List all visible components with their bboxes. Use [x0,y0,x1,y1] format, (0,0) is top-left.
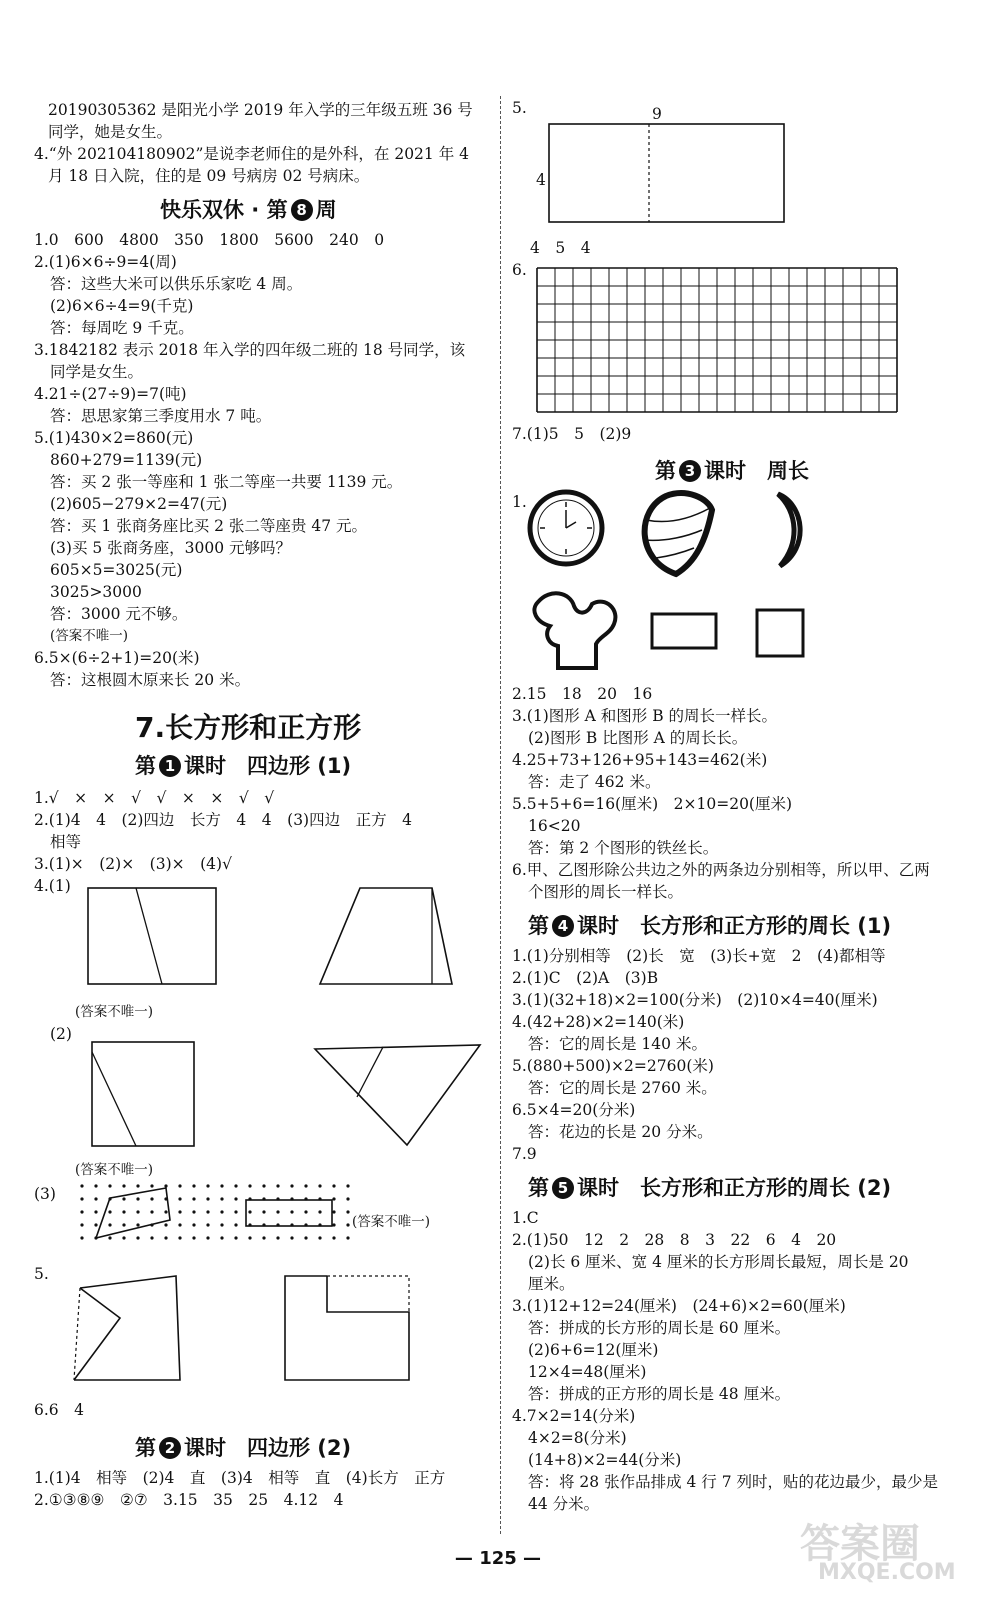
square-cut-figure [92,1042,197,1150]
lesson-heading-4 [528,910,891,940]
answer-line: 答：将 28 张作品排成 4 行 7 列时，贴的花边最少，最少是 [528,1473,939,1491]
answer-line: 2.(1)4 4 (2)四边 长方 4 4 (3)四边 正方 4 [34,811,412,829]
answer-line: 6.5×4=20(分米) [512,1101,636,1119]
answer-line: (2)图形 B 比图形 A 的周长长。 [528,729,748,747]
heading-text: 快乐双休 · 第 [160,198,288,222]
answer-line: 5. [34,1265,49,1283]
text-line: 4.“外 202104180902”是说李老师住的是外科，在 2021 年 4 [34,145,469,163]
square-shape-icon [755,608,807,660]
answer-line: 答：拼成的长方形的周长是 60 厘米。 [528,1319,791,1337]
answer-line: 答：花边的长是 20 分米。 [528,1123,713,1141]
note-line: (答案不唯一) [352,1214,431,1230]
heading-text: 第 [655,459,676,483]
answer-line: 2.(1)6×6÷9=4(周) [34,253,177,271]
answer-line: 3.(1)(32+18)×2=100(分米) (2)10×4=40(厘米) [512,991,878,1009]
answer-line: 答：买 2 张一等座和 1 张二等座一共要 1139 元。 [50,473,403,491]
watermark-url: MXQE.COM [818,1560,956,1585]
heading-number-badge: 1 [159,755,181,777]
answer-line: 答：这些大米可以供乐乐家吃 4 周。 [50,275,303,293]
text-line: 月 18 日入院，住的是 09 号病房 02 号病床。 [48,167,370,185]
heading-number-badge: 2 [159,1437,181,1459]
irregular-shape-icon [530,588,622,680]
lesson-heading-5 [528,1172,891,1202]
lesson-heading-2 [135,1432,351,1462]
answer-line: 3.(1)12+12=24(厘米) (24+6)×2=60(厘米) [512,1297,846,1315]
answer-line: 3025>3000 [50,583,142,601]
page-number: — 125 — [454,1548,542,1569]
answer-line: 答：思思家第三季度用水 7 吨。 [50,407,272,425]
triangle-cut-figure [315,1045,485,1150]
square-grid-figure [537,268,901,412]
folded-rectangle-figure [549,124,787,224]
heading-text: 周 [315,198,337,222]
answer-line: 860+279=1139(元) [50,451,203,469]
answer-line: 6.6 4 [34,1401,85,1419]
answer-line: 2.(1)C (2)A (3)B [512,969,659,987]
answer-line: 5.5+5+6=16(厘米) 2×10=20(厘米) [512,795,793,813]
crescent-moon-icon [770,490,815,570]
answer-line: 6.甲、乙图形除公共边之外的两条边分别相等，所以甲、乙两 [512,861,930,879]
answer-line: 4×2=8(分米) [528,1429,627,1447]
rectangle-shape-icon [650,612,720,652]
dot-grid-figure [70,1182,350,1242]
heading-text: 课时 长方形和正方形的周长 (2) [577,1176,892,1200]
answer-line: 个图形的周长一样长。 [528,883,684,901]
answer-line: 答：第 2 个图形的铁丝长。 [528,839,719,857]
answer-line: (2) [50,1025,72,1043]
answer-line: 5.(880+500)×2=2760(米) [512,1057,714,1075]
answer-line: 答：拼成的正方形的周长是 48 厘米。 [528,1385,791,1403]
heading-text: 课时 长方形和正方形的周长 (1) [577,914,892,938]
answer-line: 12×4=48(厘米) [528,1363,647,1381]
page-number-value: 125 [479,1548,517,1569]
answer-line: 1.√ × × √ √ × × √ √ [34,789,275,807]
answer-line: (3)买 5 张商务座，3000 元够吗？ [50,539,292,557]
answer-line: 2.(1)50 12 2 28 8 3 22 6 4 20 [512,1231,837,1249]
answer-line: 答：这根圆木原来长 20 米。 [50,671,251,689]
answer-line: 6.5×(6÷2+1)=20(米) [34,649,200,667]
answer-line: 44 分米。 [528,1495,600,1513]
heading-text: 课时 四边形 (1) [184,754,352,778]
answer-line: (3) [34,1185,56,1203]
watermark-logo: 答案圈 [800,1521,920,1567]
heading-text: 课时 四边形 (2) [184,1436,352,1460]
answer-line: 1.C [512,1209,539,1227]
answer-line: 4.25+73+126+95+143=462(米) [512,751,768,769]
rectangle-cut-figure [88,888,218,988]
note-line: (答案不唯一) [75,1004,154,1020]
answer-line: 1.(1)分别相等 (2)长 宽 (3)长+宽 2 (4)都相等 [512,947,886,965]
answer-line: 答：3000 元不够。 [50,605,188,623]
unit-title: 7.长方形和正方形 [135,711,362,744]
dimension-label: 9 [652,105,662,123]
answer-line: 4.(42+28)×2=140(米) [512,1013,685,1031]
note-line: (答案不唯一) [50,628,129,644]
answer-line: (2)6+6=12(厘米) [528,1341,659,1359]
lesson-heading-1 [135,750,351,780]
heading-text: 第 [528,914,549,938]
clock-icon [528,488,610,570]
text-line: 20190305362 是阳光小学 2019 年入学的三年级五班 36 号 [48,101,473,119]
answer-line: 答：每周吃 9 千克。 [50,319,194,337]
answer-line: (2)605−279×2=47(元) [50,495,228,513]
answer-line: 4.21÷(27÷9)=7(吨) [34,385,187,403]
answer-line: (14+8)×2=44(分米) [528,1451,682,1469]
answer-line: 4 5 4 [530,239,591,257]
lesson-heading-3 [655,455,809,485]
heading-number-badge: 3 [679,460,701,482]
answer-line: 1.0 600 4800 350 1800 5600 240 0 [34,231,385,249]
answer-line: 厘米。 [528,1275,575,1293]
answer-line: 答：它的周长是 140 米。 [528,1035,707,1053]
answer-line: 答：走了 462 米。 [528,773,661,791]
answer-line: 3.1842182 表示 2018 年入学的四年级二班的 18 号同学，该 [34,341,466,359]
section-heading-week [160,194,337,224]
answer-line: 6. [512,261,527,279]
notched-square-figure [285,1276,415,1384]
text-line: 同学，她是女生。 [48,123,173,141]
answer-line: 4.(1) [34,877,71,895]
note-line: (答案不唯一) [75,1162,154,1178]
answer-line: 相等 [50,833,82,851]
answer-line: 1. [512,493,527,511]
answer-line: 16<20 [528,817,581,835]
answer-line: 答：买 1 张商务座比买 2 张二等座贵 47 元。 [50,517,368,535]
answer-line: 605×5=3025(元) [50,561,183,579]
answer-line: 3.(1)× (2)× (3)× (4)√ [34,855,232,873]
answer-line: 2.①③⑧⑨ ②⑦ 3.15 35 25 4.12 4 [34,1491,344,1509]
answer-line: 3.(1)图形 A 和图形 B 的周长一样长。 [512,707,778,725]
answer-line: (2)长 6 厘米、宽 4 厘米的长方形周长最短，周长是 20 [528,1253,909,1271]
answer-line: (2)6×6÷4=9(千克) [50,297,194,315]
heading-text: 第 [135,754,156,778]
answer-line: 同学是女生。 [50,363,144,381]
heading-number-badge: 4 [552,915,574,937]
answer-line: 7.(1)5 5 (2)9 [512,425,632,443]
arrow-shape-figure [68,1272,188,1384]
column-divider [500,96,501,1534]
answer-line: 1.(1)4 相等 (2)4 直 (3)4 相等 直 (4)长方 正方 [34,1469,446,1487]
answer-line: 7.9 [512,1145,537,1163]
answer-line: 答：它的周长是 2760 米。 [528,1079,717,1097]
trapezoid-cut-figure [320,888,455,988]
heading-text: 第 [135,1436,156,1460]
dimension-label: 4 [536,171,546,189]
leaf-icon [636,490,716,580]
heading-text: 第 [528,1176,549,1200]
answer-line: 5.(1)430×2=860(元) [34,429,194,447]
heading-number-badge: 5 [552,1177,574,1199]
answer-line: 4.7×2=14(分米) [512,1407,636,1425]
answer-line: 5. [512,99,527,117]
heading-text: 课时 周长 [704,459,809,483]
heading-number-badge: 8 [291,199,313,221]
answer-line: 2.15 18 20 16 [512,685,653,703]
